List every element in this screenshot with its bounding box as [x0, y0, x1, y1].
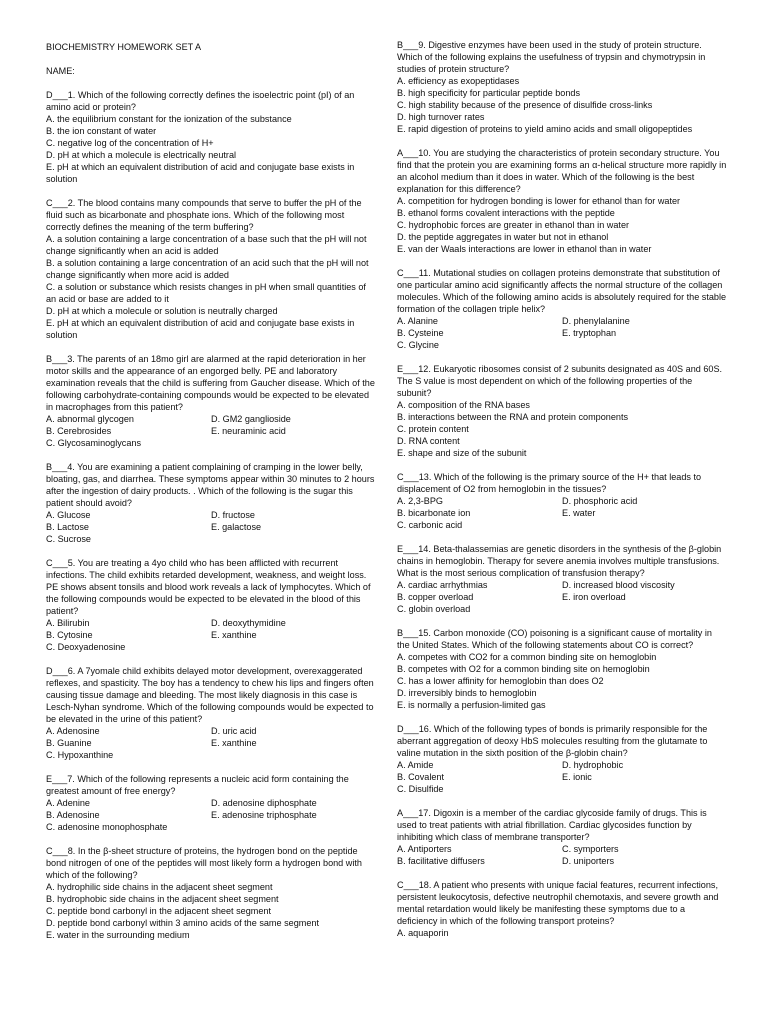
question-block — [397, 807, 727, 867]
answer-option: E. tryptophan — [562, 328, 617, 338]
left-column — [46, 39, 376, 953]
answer-options — [397, 195, 727, 255]
answer-option: D. pH at which a molecule is electrically neutral — [46, 150, 237, 160]
answer-option: D. hydrophobic — [562, 760, 624, 770]
answer-options — [46, 413, 376, 449]
answer-option: A. competes with CO2 for a common binding site on hemoglobin — [397, 652, 657, 662]
question-stem: D___6. A 7yomale child exhibits delayed motor development, overexaggerated reflexes, and spasticity. The boy has a tendency to chew his lips and fingers often causing tissue damage and bleeding. The most likely diagnosis in this case is Lesch-Nyhan syndrome. Which of the following compounds would be expected to be elevated in the urine of this patient? — [46, 666, 374, 724]
answer-option: C. adenosine monophosphate — [46, 822, 168, 832]
answer-options — [46, 617, 376, 653]
answer-option: E. iron overload — [562, 592, 626, 602]
answer-option: D. irreversibly binds to hemoglobin — [397, 688, 537, 698]
question-stem: C___13. Which of the following is the primary source of the H+ that leads to displacement of O2 from hemoglobin in the tissues? — [397, 472, 702, 494]
question-block — [397, 471, 727, 531]
answer-option: E. ionic — [562, 772, 592, 782]
answer-options — [46, 725, 376, 761]
answer-option: A. the equilibrium constant for the ionization of the substance — [46, 114, 292, 124]
answer-option: E. neuraminic acid — [211, 426, 286, 436]
answer-option: D. GM2 ganglioside — [211, 414, 291, 424]
question-block — [46, 89, 376, 185]
question-stem: D___16. Which of the following types of bonds is primarily responsible for the aberrant aggregation of deoxy HbS molecules resulting from the glutamate to valine mutation in the sixth position of the β-globin chain? — [397, 724, 708, 758]
answer-option: A. competition for hydrogen bonding is lower for ethanol than for water — [397, 196, 681, 206]
answer-option: E. is normally a perfusion-limited gas — [397, 700, 546, 710]
answer-option: C. negative log of the concentration of H+ — [46, 138, 214, 148]
answer-options — [397, 579, 727, 615]
question-block — [397, 267, 727, 351]
question-block — [397, 147, 727, 255]
answer-option: A. Glucose — [46, 510, 91, 520]
answer-option: C. a solution or substance which resists changes in pH when small quantities of an acid or base are added to it — [46, 282, 366, 304]
answer-option: E. xanthine — [211, 630, 257, 640]
answer-option: A. 2,3-BPG — [397, 496, 443, 506]
answer-option: B. Adenosine — [46, 810, 100, 820]
document-title: BIOCHEMISTRY HOMEWORK SET A — [46, 42, 202, 52]
answer-option: D. adenosine diphosphate — [211, 798, 317, 808]
question-block — [46, 845, 376, 941]
answer-option: B. Cytosine — [46, 630, 93, 640]
answer-options — [397, 75, 727, 135]
answer-options — [397, 495, 727, 531]
answer-option: C. globin overload — [397, 604, 471, 614]
answer-option: C. carbonic acid — [397, 520, 463, 530]
answer-options — [397, 759, 727, 795]
question-block — [46, 557, 376, 653]
question-stem: C___5. You are treating a 4yo child who has been afflicted with recurrent infections. The child exhibits retarded development, weakness, and weight loss. PE shows absent tonsils and blood work reveals a lack of lymphocytes. Which of the following compounds would be expected to be elevated in the blood of this patient? — [46, 558, 371, 616]
question-stem: A___10. You are studying the characteristics of protein secondary structure. You find that the protein you are examining forms an α-helical structure more rapidly in an alcohol medium than it does in water. Which of the following is the best explanation for this difference? — [397, 148, 727, 194]
answer-option: D. RNA content — [397, 436, 460, 446]
answer-option: E. van der Waals interactions are lower in ethanol than in water — [397, 244, 652, 254]
answer-option: B. Lactose — [46, 522, 89, 532]
answer-option: E. shape and size of the subunit — [397, 448, 527, 458]
question-stem: E___7. Which of the following represents a nucleic acid form containing the greatest amount of free energy? — [46, 774, 349, 796]
answer-option: C. Disulfide — [397, 784, 444, 794]
question-stem: C___8. In the β-sheet structure of proteins, the hydrogen bond on the peptide bond nitrogen of one of the peptides will most likely form a hydrogen bond with which of the following? — [46, 846, 362, 880]
answer-options — [397, 399, 727, 459]
answer-option: B. bicarbonate ion — [397, 508, 471, 518]
answer-option: C. Sucrose — [46, 534, 91, 544]
answer-option: C. Glycine — [397, 340, 439, 350]
answer-option: A. Amide — [397, 760, 434, 770]
name-label: NAME: — [46, 66, 75, 76]
question-stem: C___2. The blood contains many compounds that serve to buffer the pH of the fluid such as bicarbonate and phosphate ions. Which of the following most correctly defines the meaning of the term buffering? — [46, 198, 362, 232]
answer-option: A. Bilirubin — [46, 618, 90, 628]
question-block — [397, 363, 727, 459]
question-block — [46, 461, 376, 545]
answer-option: A. efficiency as exopeptidases — [397, 76, 520, 86]
answer-option: B. Guanine — [46, 738, 92, 748]
answer-option: A. aquaporin — [397, 928, 449, 938]
answer-option: B. Cysteine — [397, 328, 444, 338]
answer-option: B. the ion constant of water — [46, 126, 157, 136]
answer-option: D. high turnover rates — [397, 112, 485, 122]
answer-option: B. high specificity for particular peptide bonds — [397, 88, 580, 98]
answer-options — [46, 881, 376, 941]
question-stem: A___17. Digoxin is a member of the cardiac glycoside family of drugs. This is used to treat patients with atrial fibrillation. Cardiac glycosides function by inhibiting which class of membrane transporter? — [397, 808, 707, 842]
answer-option: E. water in the surrounding medium — [46, 930, 190, 940]
answer-option: D. uniporters — [562, 856, 615, 866]
answer-option: D. phosphoric acid — [562, 496, 638, 506]
answer-option: A. Alanine — [397, 316, 438, 326]
question-block — [46, 773, 376, 833]
answer-option: C. protein content — [397, 424, 469, 434]
answer-option: C. hydrophobic forces are greater in ethanol than in water — [397, 220, 630, 230]
answer-option: D. fructose — [211, 510, 255, 520]
question-stem: B___3. The parents of an 18mo girl are alarmed at the rapid deterioration in her motor skills and the appearance of an engorged belly. PE and laboratory examination reveals that the child is suffering from Gaucher disease. Which of the following carbohydrate-containing compounds would be expected to be elevated in macrophages from this patient? — [46, 354, 375, 412]
answer-options — [397, 843, 727, 867]
answer-option: C. Hypoxanthine — [46, 750, 114, 760]
answer-option: D. uric acid — [211, 726, 257, 736]
question-block — [46, 197, 376, 341]
answer-options — [46, 509, 376, 545]
answer-option: E. pH at which an equivalent distribution of acid and conjugate base exists in solution — [46, 162, 355, 184]
question-stem: E___12. Eukaryotic ribosomes consist of 2 subunits designated as 40S and 60S. The S value is most dependent on which of the following properties of the subunit? — [397, 364, 723, 398]
answer-option: D. pH at which a molecule or solution is neutrally charged — [46, 306, 278, 316]
answer-option: B. copper overload — [397, 592, 474, 602]
answer-options — [397, 927, 727, 939]
answer-option: A. Adenosine — [46, 726, 100, 736]
answer-option: C. symporters — [562, 844, 619, 854]
answer-options — [46, 797, 376, 833]
answer-option: B. facilitative diffusers — [397, 856, 485, 866]
right-column — [397, 39, 727, 951]
answer-option: A. composition of the RNA bases — [397, 400, 530, 410]
answer-option: B. ethanol forms covalent interactions with the peptide — [397, 208, 615, 218]
answer-options — [397, 315, 727, 351]
answer-option: E. xanthine — [211, 738, 257, 748]
question-block — [46, 353, 376, 449]
answer-options — [46, 233, 376, 341]
answer-options — [46, 113, 376, 185]
answer-option: E. galactose — [211, 522, 262, 532]
question-stem: B___9. Digestive enzymes have been used in the study of protein structure. Which of the following explains the usefulness of trypsin and chymotrypsin in studies of protein structure? — [397, 40, 706, 74]
answer-options — [397, 651, 727, 711]
question-stem: B___4. You are examining a patient complaining of cramping in the lower belly, bloating, gas, and diarrhea. These symptoms appear within 30 minutes to 2 hours after the ingestion of dairy products. . Which of the following is the sugar this patient should avoid? — [46, 462, 375, 508]
answer-option: D. phenylalanine — [562, 316, 630, 326]
answer-option: C. Glycosaminoglycans — [46, 438, 142, 448]
answer-option: D. the peptide aggregates in water but not in ethanol — [397, 232, 609, 242]
answer-option: A. cardiac arrhythmias — [397, 580, 488, 590]
answer-option: B. Covalent — [397, 772, 445, 782]
answer-option: A. abnormal glycogen — [46, 414, 134, 424]
answer-option: D. increased blood viscosity — [562, 580, 675, 590]
answer-option: A. a solution containing a large concentration of a base such that the pH will not change significantly when an acid is added — [46, 234, 367, 256]
answer-option: C. high stability because of the presence of disulfide cross-links — [397, 100, 653, 110]
question-block — [397, 723, 727, 795]
answer-option: C. has a lower affinity for hemoglobin than does O2 — [397, 676, 604, 686]
question-stem: E___14. Beta-thalassemias are genetic disorders in the synthesis of the β-globin chains in hemoglobin. Therapy for severe anemia involves multiple transfusions. What is the most serious complication of transfusion therapy? — [397, 544, 722, 578]
answer-option: E. water — [562, 508, 596, 518]
question-block — [397, 39, 727, 135]
answer-option: C. peptide bond carbonyl in the adjacent sheet segment — [46, 906, 271, 916]
question-stem: D___1. Which of the following correctly defines the isoelectric point (pI) of an amino acid or protein? — [46, 90, 355, 112]
answer-option: D. peptide bond carbonyl within 3 amino acids of the same segment — [46, 918, 319, 928]
answer-option: E. pH at which an equivalent distribution of acid and conjugate base exists in solution — [46, 318, 355, 340]
question-block — [397, 627, 727, 711]
answer-option: B. competes with O2 for a common binding site on hemoglobin — [397, 664, 650, 674]
answer-option: A. Adenine — [46, 798, 90, 808]
answer-option: B. interactions between the RNA and protein components — [397, 412, 629, 422]
question-stem: B___15. Carbon monoxide (CO) poisoning is a significant cause of mortality in the United States. Which of the following statements about CO is correct? — [397, 628, 712, 650]
answer-option: B. hydrophobic side chains in the adjacent sheet segment — [46, 894, 279, 904]
question-stem: C___18. A patient who presents with unique facial features, recurrent infections, persistent leukocytosis, defective neutrophil chemotaxis, and severe growth and mental retardation would likely be manifesting these symptoms due to a deficiency in which of the following transport proteins? — [397, 880, 719, 926]
question-stem: C___11. Mutational studies on collagen proteins demonstrate that substitution of one particular amino acid significantly affects the normal structure of the collagen molecules. Which of the following amino acids is absolutely required for the stable formation of the collagen triple helix? — [397, 268, 727, 314]
question-block — [397, 879, 727, 939]
question-block — [397, 543, 727, 615]
answer-option: C. Deoxyadenosine — [46, 642, 126, 652]
answer-option: A. Antiporters — [397, 844, 452, 854]
question-block — [46, 665, 376, 761]
answer-option: E. rapid digestion of proteins to yield amino acids and small oligopeptides — [397, 124, 693, 134]
answer-option: E. adenosine triphosphate — [211, 810, 317, 820]
answer-option: B. Cerebrosides — [46, 426, 112, 436]
answer-option: D. deoxythymidine — [211, 618, 286, 628]
answer-option: A. hydrophilic side chains in the adjacent sheet segment — [46, 882, 273, 892]
answer-option: B. a solution containing a large concentration of an acid such that the pH will not change significantly when more acid is added — [46, 258, 369, 280]
